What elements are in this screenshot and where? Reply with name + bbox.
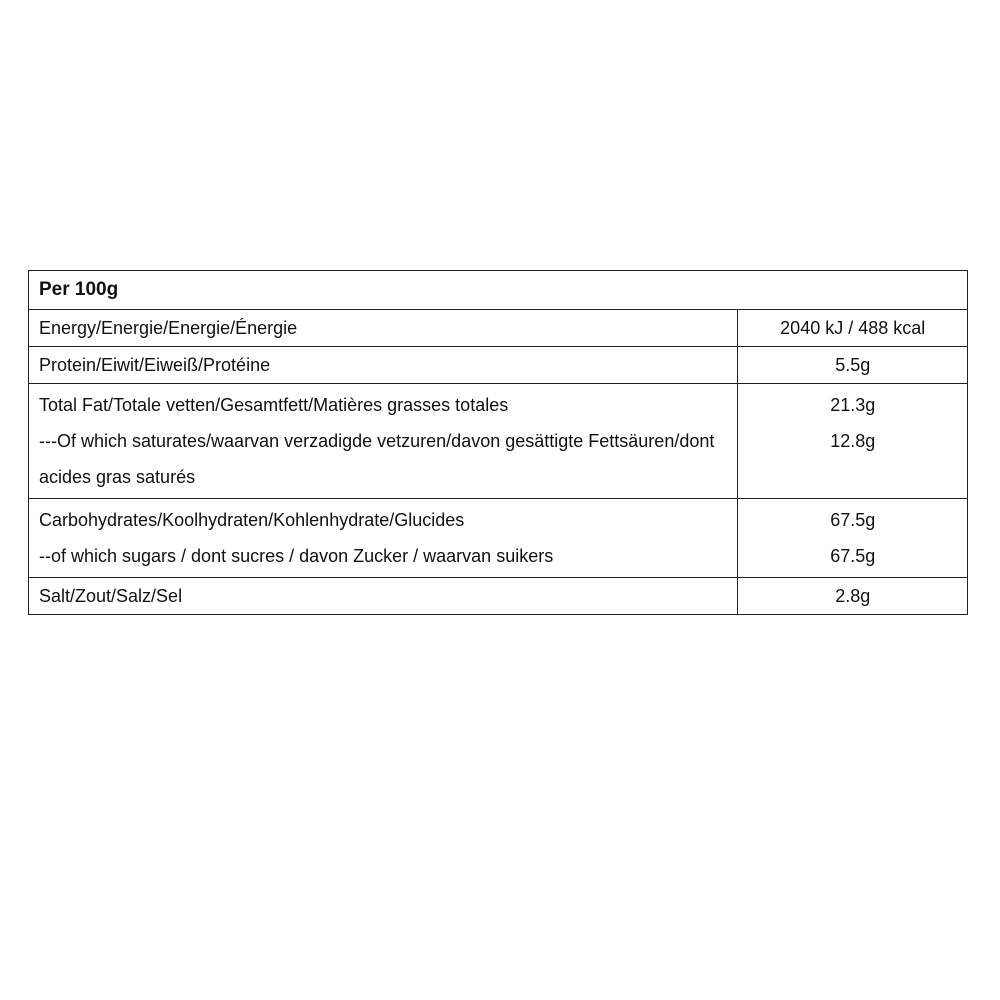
energy-value: 2040 kJ / 488 kcal [738,310,968,347]
energy-label: Energy/Energie/Energie/Énergie [29,310,738,347]
total-fat-label: Total Fat/Totale vetten/Gesamtfett/Matières grasses totales [39,395,509,415]
nutrition-table [28,270,968,615]
table-row [29,310,968,347]
fat-cell [29,384,738,499]
table-header-row [29,271,968,310]
fat-values-cell [738,384,968,499]
total-fat-value: 21.3g [830,395,876,415]
table-row [29,384,968,499]
salt-value: 2.8g [738,578,968,615]
salt-label: Salt/Zout/Salz/Sel [29,578,738,615]
per-100g-header: Per 100g [29,271,968,310]
table-row [29,347,968,384]
empty-line [748,459,957,495]
carbs-values-cell [738,499,968,578]
saturates-value: 12.8g [830,431,876,451]
protein-value: 5.5g [738,347,968,384]
protein-label: Protein/Eiwit/Eiweiß/Protéine [29,347,738,384]
carbohydrates-value: 67.5g [830,510,876,530]
sugars-value: 67.5g [830,546,876,566]
carbs-cell [29,499,738,578]
table-row [29,499,968,578]
saturates-label: ---Of which saturates/waarvan verzadigde vetzuren/davon gesättigte Fettsäuren/dont acides gras saturés [39,431,715,487]
table-row [29,578,968,615]
sugars-label: --of which sugars / dont sucres / davon Zucker / waarvan suikers [39,546,554,566]
carbohydrates-label: Carbohydrates/Koolhydraten/Kohlenhydrate/Glucides [39,510,465,530]
